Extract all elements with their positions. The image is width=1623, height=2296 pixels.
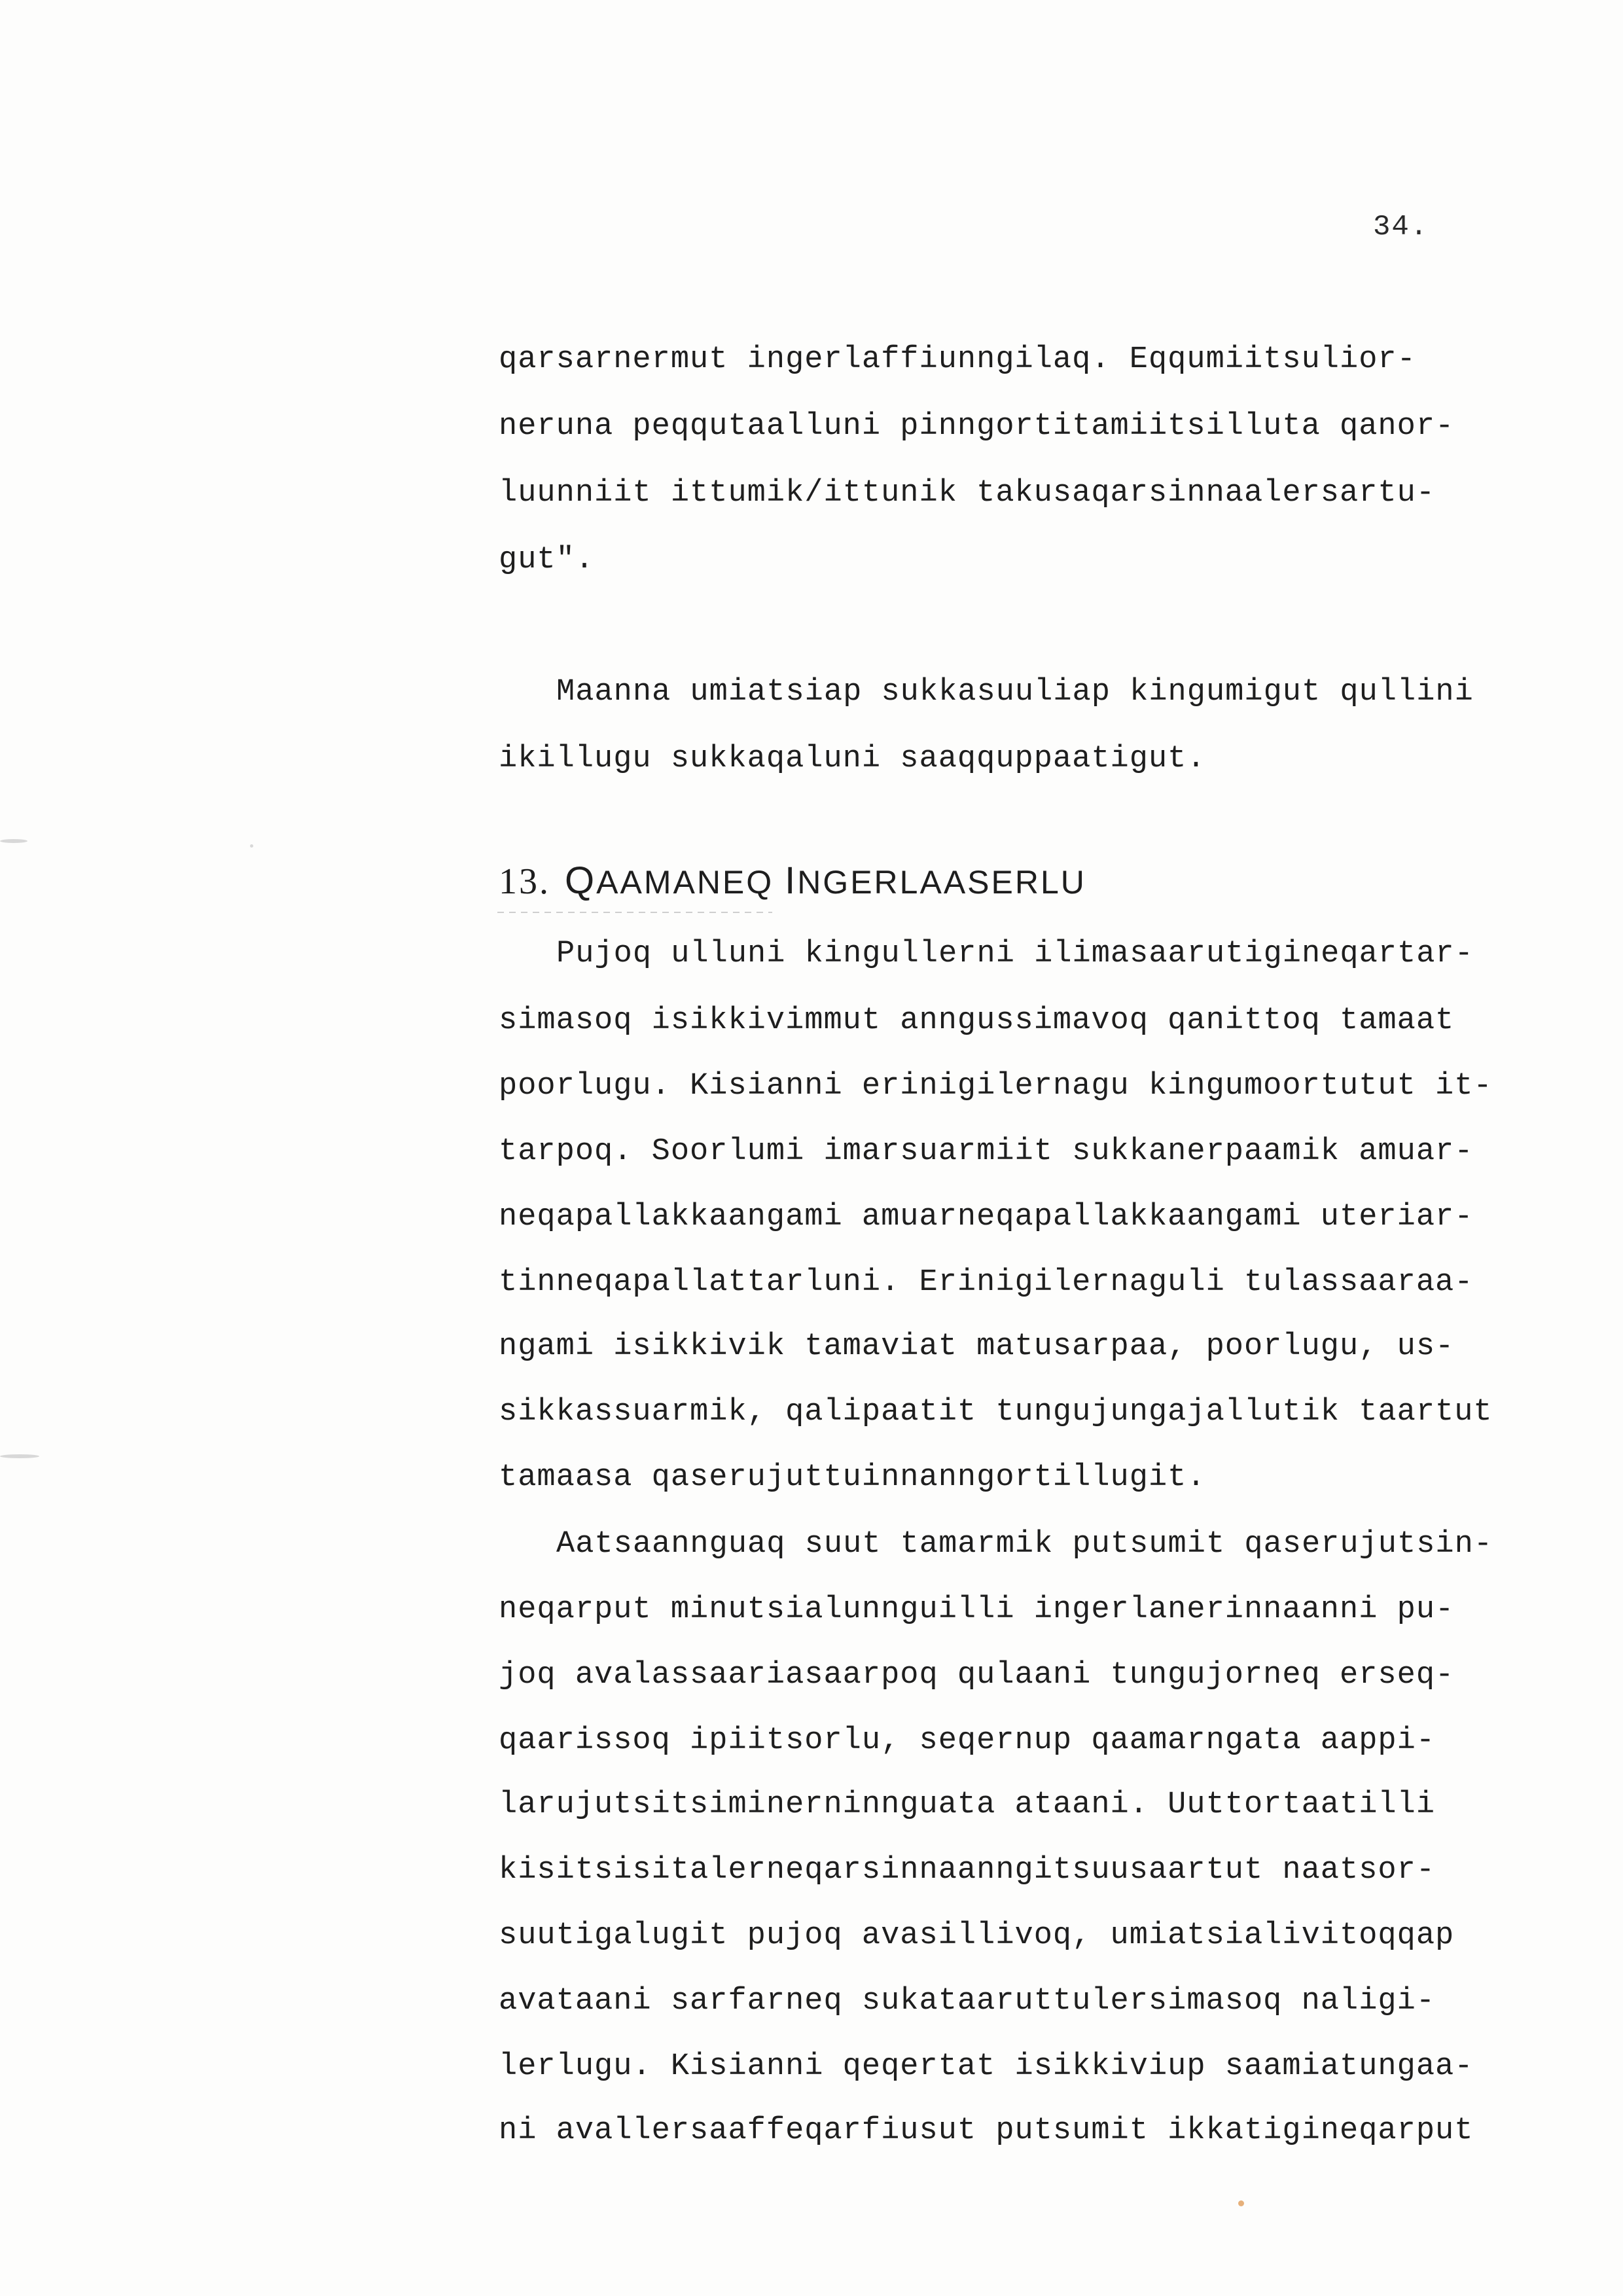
text-line: gut". <box>499 543 595 577</box>
text-line: Pujoq ulluni kingullerni ilimasaarutigineqartar- <box>556 937 1474 971</box>
text-line: ikillugu sukkaqaluni saaqquppaatigut. <box>499 742 1206 776</box>
scan-mark <box>1238 2200 1244 2206</box>
heading-text: AAMANEQ <box>596 864 785 901</box>
text-line: simasoq isikkivimmut anngussimavoq qanittoq tamaat <box>499 1003 1455 1038</box>
text-line: qaarissoq ipiitsorlu, seqernup qaamarngata aappi- <box>499 1723 1436 1758</box>
text-line: ngami isikkivik tamaviat matusarpaa, poorlugu, us- <box>499 1329 1455 1364</box>
text-line: qarsarnermut ingerlaffiunngilaq. Eqqumiitsulior- <box>499 342 1416 377</box>
heading-initial: Q <box>565 859 597 902</box>
text-line: larujutsitsiminerninnguata ataani. Uuttortaatilli <box>499 1787 1436 1822</box>
scan-mark <box>0 839 27 843</box>
text-line: luunniit ittumik/ittunik takusaqarsinnaalersartu- <box>499 476 1436 511</box>
text-line: Maanna umiatsiap sukkasuuliap kingumigut qullini <box>556 675 1474 709</box>
text-line: ni avallersaaffeqarfiusut putsumit ikkatigineqarput <box>499 2113 1474 2148</box>
text-line: kisitsisitalerneqarsinnaanngitsuusaartut naatsor- <box>499 1853 1436 1888</box>
text-line: poorlugu. Kisianni erinigilernagu kingumoortutut it- <box>499 1069 1493 1103</box>
section-number: 13. <box>499 861 550 902</box>
page-number: 34. <box>1373 211 1429 243</box>
text-line: suutigalugit pujoq avasillivoq, umiatsialivitoqqap <box>499 1918 1455 1953</box>
heading-text: NGERLAASERLU <box>797 864 1086 901</box>
section-heading <box>499 859 1086 903</box>
text-line: avataani sarfarneq sukataaruttulersimasoq naligi- <box>499 1984 1436 2018</box>
scan-mark <box>0 1454 39 1458</box>
heading-initial: I <box>785 859 798 902</box>
text-line: Aatsaannguaq suut tamarmik putsumit qaserujutsin- <box>556 1527 1493 1562</box>
text-line: neqapallakkaangami amuarneqapallakkaangami uteriar- <box>499 1200 1474 1234</box>
text-line: neqarput minutsialunnguilli ingerlanerinnaanni pu- <box>499 1592 1455 1627</box>
text-line: joq avalassaariasaarpoq qulaani tungujorneq erseq- <box>499 1658 1455 1693</box>
text-line: lerlugu. Kisianni qeqertat isikkiviup saamiatungaa- <box>499 2049 1474 2084</box>
text-line: neruna peqqutaalluni pinngortitamiitsilluta qanor- <box>499 409 1455 444</box>
text-line: sikkassuarmik, qalipaatit tungujungajallutik taartut <box>499 1395 1493 1429</box>
text-line: tinneqapallattarluni. Erinigilernaguli tulassaaraa- <box>499 1265 1474 1300</box>
heading-underline <box>497 912 772 913</box>
text-line: tarpoq. Soorlumi imarsuarmiit sukkanerpaamik amuar- <box>499 1134 1474 1169</box>
scan-mark <box>250 844 253 848</box>
text-line: tamaasa qaserujuttuinnanngortillugit. <box>499 1460 1206 1495</box>
